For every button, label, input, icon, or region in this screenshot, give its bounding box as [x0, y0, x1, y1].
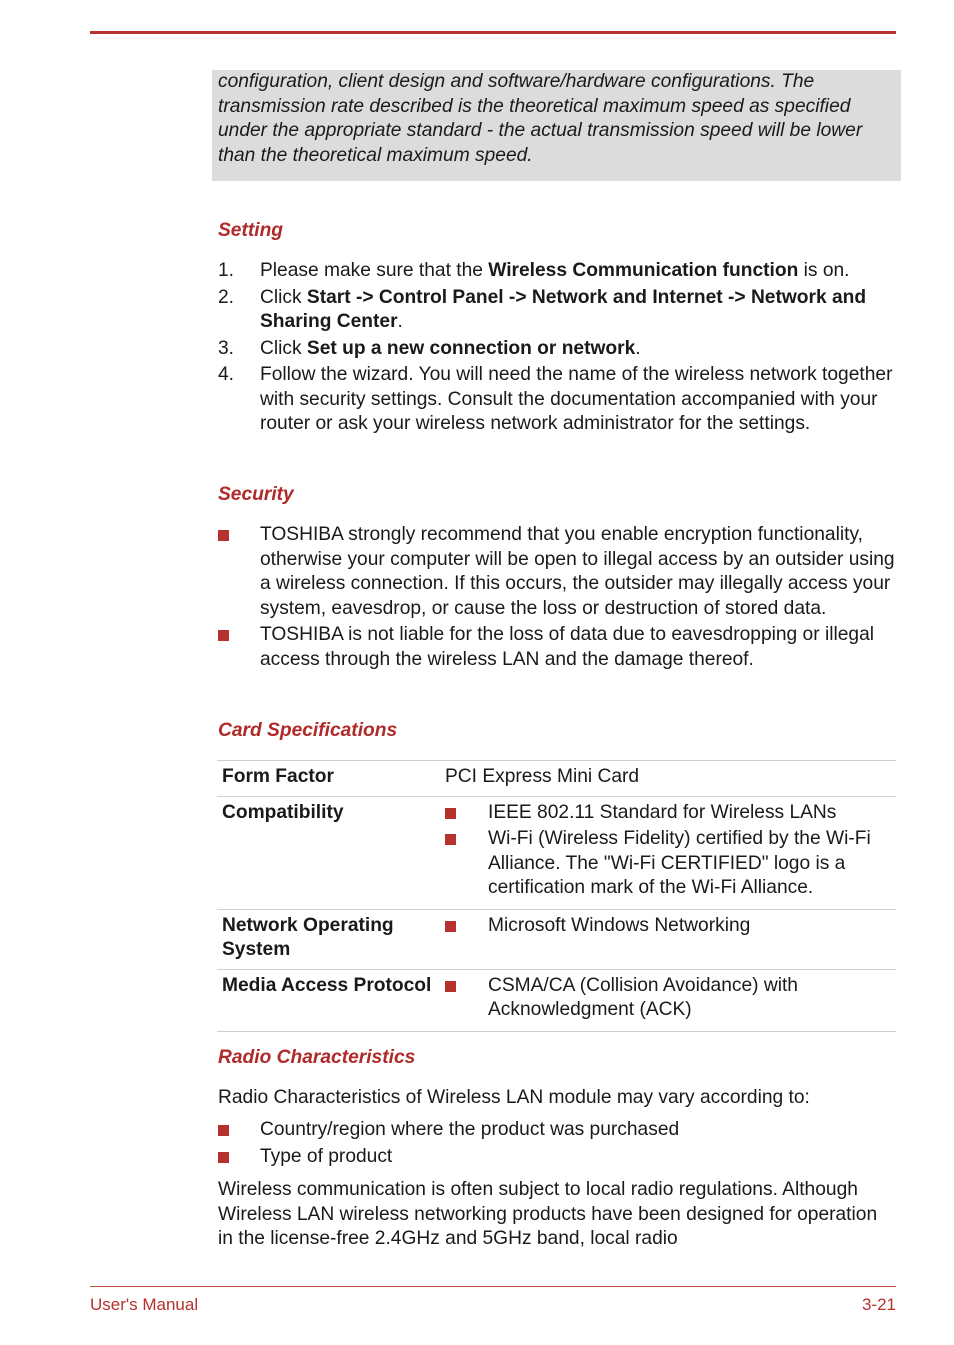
list-item: Type of product [218, 1145, 896, 1170]
list-item: 2. Click Start -> Control Panel -> Network and Internet -> Network and Sharing Center. [218, 286, 867, 332]
list-item: Wi-Fi (Wireless Fidelity) certified by the Wi-Fi Alliance. The "Wi-Fi CERTIFIED" logo is a certification mark of the Wi-Fi Alliance. [445, 827, 892, 901]
radio-closing: Wireless communication is often subject to local radio regulations. Although Wireless LAN wireless networking products have been designed for operation in the license-free 2.4GHz and 5GHz band, local radio [218, 1179, 878, 1249]
list-item: 3. Click Set up a new connection or network. [218, 337, 641, 359]
list-item: 1. Please make sure that the Wireless Communication function is on. [218, 260, 850, 281]
list-item: TOSHIBA is not liable for the loss of data due to eavesdropping or illegal access through the wireless LAN and the damage thereof. [218, 623, 896, 672]
bullet-square-icon [445, 981, 456, 992]
list-item: Microsoft Windows Networking [445, 914, 892, 939]
list-item: CSMA/CA (Collision Avoidance) with Acknowledgment (ACK) [445, 974, 892, 1023]
heading-radio-characteristics: Radio Characteristics [218, 1047, 416, 1068]
table-row [217, 761, 896, 797]
table-row [217, 969, 896, 1031]
heading-setting: Setting [218, 220, 284, 241]
note-text: configuration, client design and software/hardware configurations. The transmission rate described is the theoretical maximum speed as specified under the appropriate standard - the actual transmission speed will be lower than the theoretical maximum speed. [218, 71, 863, 166]
table-row [217, 796, 896, 909]
heading-card-specifications: Card Specifications [218, 720, 398, 741]
list-item: IEEE 802.11 Standard for Wireless LANs [445, 801, 892, 826]
bullet-square-icon [445, 834, 456, 845]
bullet-square-icon [218, 530, 229, 541]
footer-title: User's Manual [90, 1295, 199, 1314]
card-spec-table [217, 760, 896, 1032]
bullet-square-icon [218, 1152, 229, 1163]
bullet-square-icon [445, 921, 456, 932]
page-number: 3-21 [861, 1295, 896, 1314]
bullet-square-icon [445, 808, 456, 819]
heading-security: Security [218, 484, 294, 505]
setting-steps [218, 259, 896, 439]
spec-key: Form Factor [217, 761, 441, 797]
list-item: Country/region where the product was purchased [218, 1118, 896, 1143]
spec-key: Compatibility [217, 796, 441, 909]
header-rule [90, 31, 896, 34]
radio-list [218, 1118, 896, 1171]
footer-rule [90, 1286, 896, 1287]
bullet-square-icon [218, 630, 229, 641]
radio-intro: Radio Characteristics of Wireless LAN module may vary according to: [218, 1087, 810, 1108]
spec-key: Network Operating System [217, 909, 441, 969]
bullet-square-icon [218, 1125, 229, 1136]
list-item: TOSHIBA strongly recommend that you enable encryption functionality, otherwise your computer will be open to illegal access by an outsider using a wireless connection. If this occurs, the outsider may illegally access your system, eavesdrop, or cause the loss or destruction of stored data. [218, 523, 896, 621]
note-box [212, 70, 901, 181]
list-item: 4. Follow the wizard. You will need the name of the wireless network together with security settings. Consult the documentation accompanied with your router or ask your wireless network administrator for the settings. [218, 364, 893, 434]
spec-value: PCI Express Mini Card [441, 761, 896, 797]
spec-key: Media Access Protocol [217, 969, 441, 1031]
security-list [218, 523, 896, 674]
table-row [217, 909, 896, 969]
